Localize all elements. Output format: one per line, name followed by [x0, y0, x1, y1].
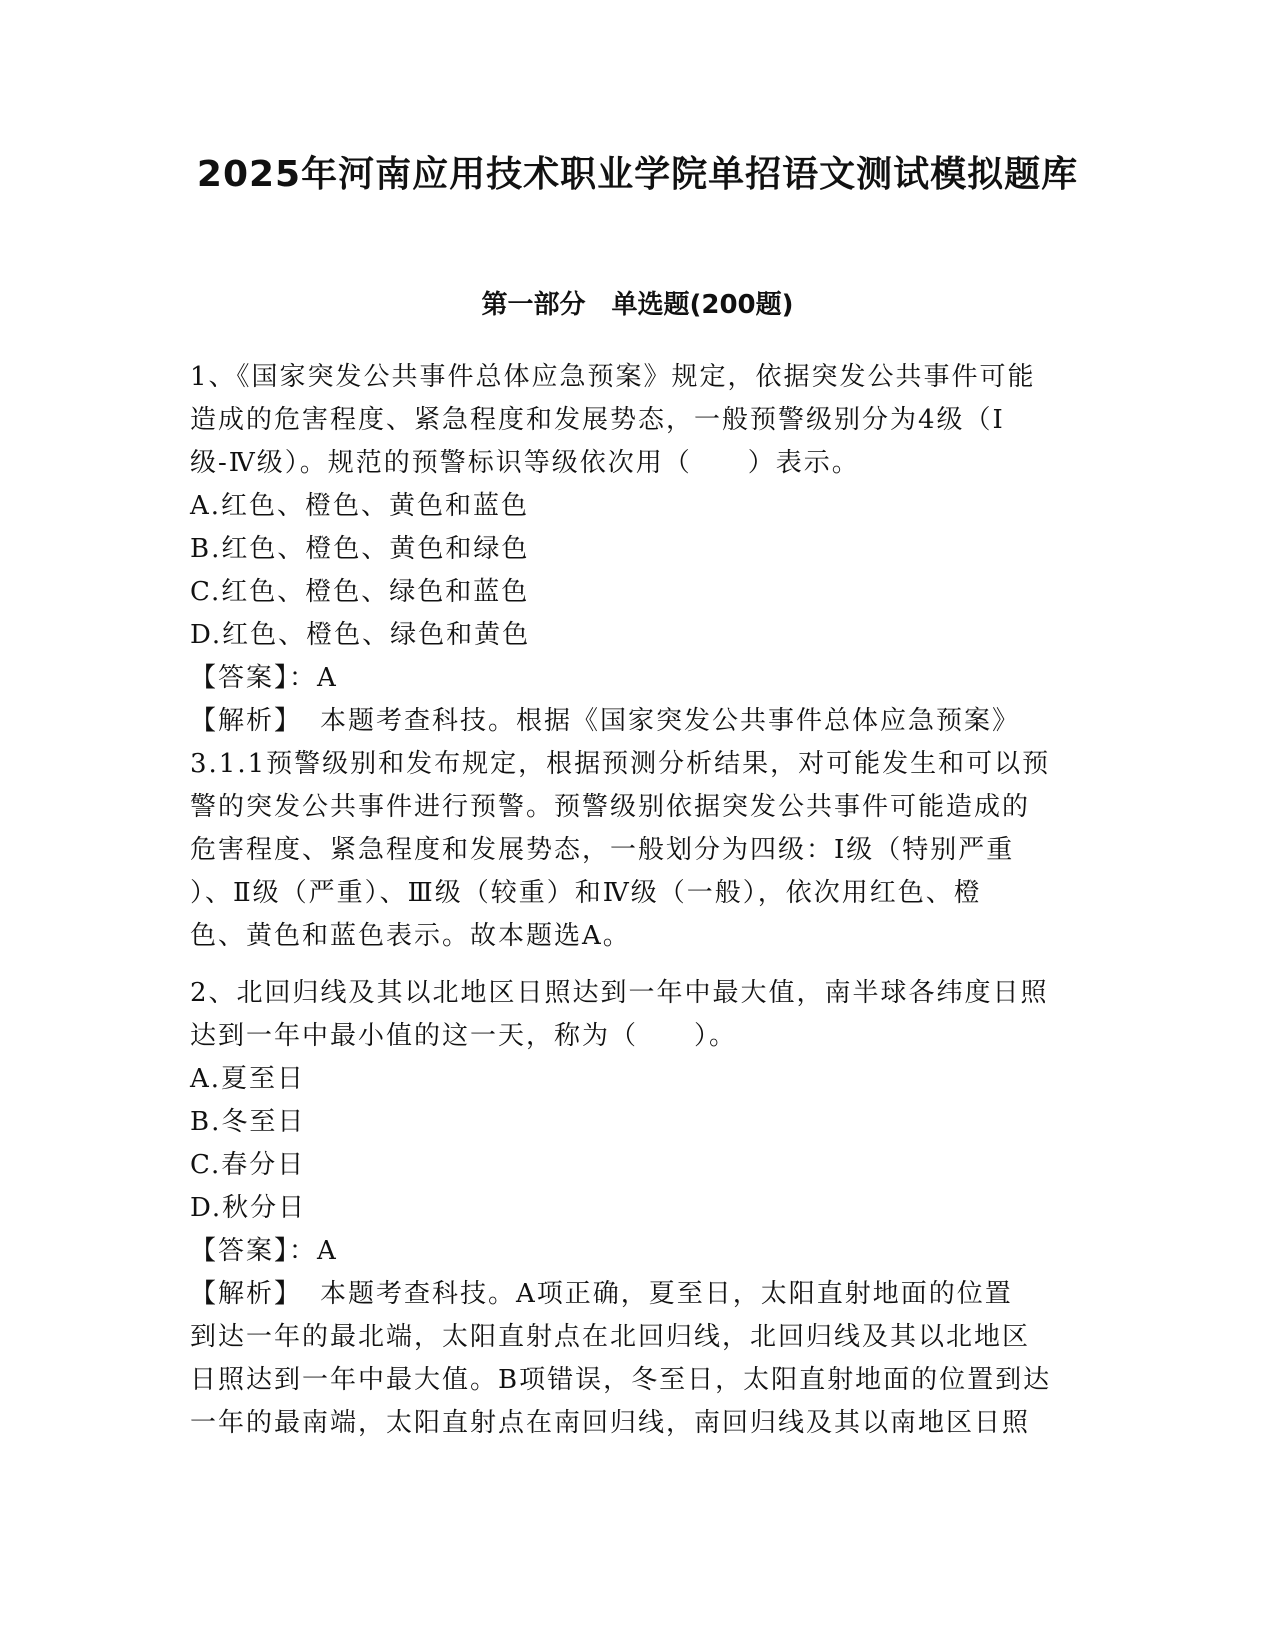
option-a: A.夏至日	[190, 1064, 306, 1094]
analysis-line: 到达一年的最北端，太阳直射点在北回归线，北回归线及其以北地区	[190, 1322, 1031, 1352]
option-c: C.红色、橙色、绿色和蓝色	[190, 577, 530, 607]
answer-line: 【答案】：A	[190, 1236, 338, 1266]
option-d: D.秋分日	[190, 1193, 307, 1223]
analysis-line: 3.1.1预警级别和发布规定，根据预测分析结果，对可能发生和可以预	[190, 749, 1051, 779]
question-stem-line: 达到一年中最小值的这一天，称为（ ）。	[190, 1021, 738, 1051]
section-title: 第一部分 单选题(200题)	[481, 290, 794, 320]
option-d: D.红色、橙色、绿色和黄色	[190, 620, 531, 650]
analysis-line: 危害程度、紧急程度和发展势态，一般划分为四级：Ⅰ级（特别严重	[190, 835, 1015, 865]
question-stem-line: 2、北回归线及其以北地区日照达到一年中最大值，南半球各纬度日照	[190, 978, 1049, 1008]
question-2	[190, 972, 1085, 1445]
analysis-line	[190, 1273, 1085, 1316]
document-title: 2025年河南应用技术职业学院单招语文测试模拟题库	[196, 154, 1079, 195]
question-1	[190, 356, 1085, 958]
analysis-label: 【解析】	[190, 1279, 303, 1309]
option-b: B.红色、橙色、黄色和绿色	[190, 534, 530, 564]
option-a: A.红色、橙色、黄色和蓝色	[190, 491, 530, 521]
analysis-label: 【解析】	[190, 706, 303, 736]
option-list	[190, 485, 1085, 657]
answer-line: 【答案】：A	[190, 663, 338, 693]
option-b: B.冬至日	[190, 1107, 306, 1137]
option-c: C.春分日	[190, 1150, 306, 1180]
analysis-line: ）、Ⅱ级（严重）、Ⅲ级（较重）和Ⅳ级（一般），依次用红色、橙	[190, 878, 982, 908]
analysis-line: 色、黄色和蓝色表示。故本题选A。	[190, 921, 631, 951]
analysis-line	[190, 700, 1085, 743]
question-list	[190, 356, 1085, 1459]
analysis-line: 警的突发公共事件进行预警。预警级别依据突发公共事件可能造成的	[190, 792, 1031, 822]
analysis-text: 本题考查科技。根据《国家突发公共事件总体应急预案》	[320, 706, 1021, 736]
question-stem-line: 造成的危害程度、紧急程度和发展势态，一般预警级别分为4级（Ⅰ	[190, 405, 1005, 435]
option-list	[190, 1058, 1085, 1230]
analysis-text: 本题考查科技。A项正确，夏至日，太阳直射地面的位置	[320, 1279, 1013, 1309]
question-stem-line: 1、《国家突发公共事件总体应急预案》规定，依据突发公共事件可能	[190, 362, 1036, 392]
analysis-line: 一年的最南端，太阳直射点在南回归线，南回归线及其以南地区日照	[190, 1408, 1031, 1438]
analysis-line: 日照达到一年中最大值。B项错误，冬至日，太阳直射地面的位置到达	[190, 1365, 1052, 1395]
question-stem-line: 级-Ⅳ级）。规范的预警标识等级依次用（ ）表示。	[190, 448, 860, 478]
